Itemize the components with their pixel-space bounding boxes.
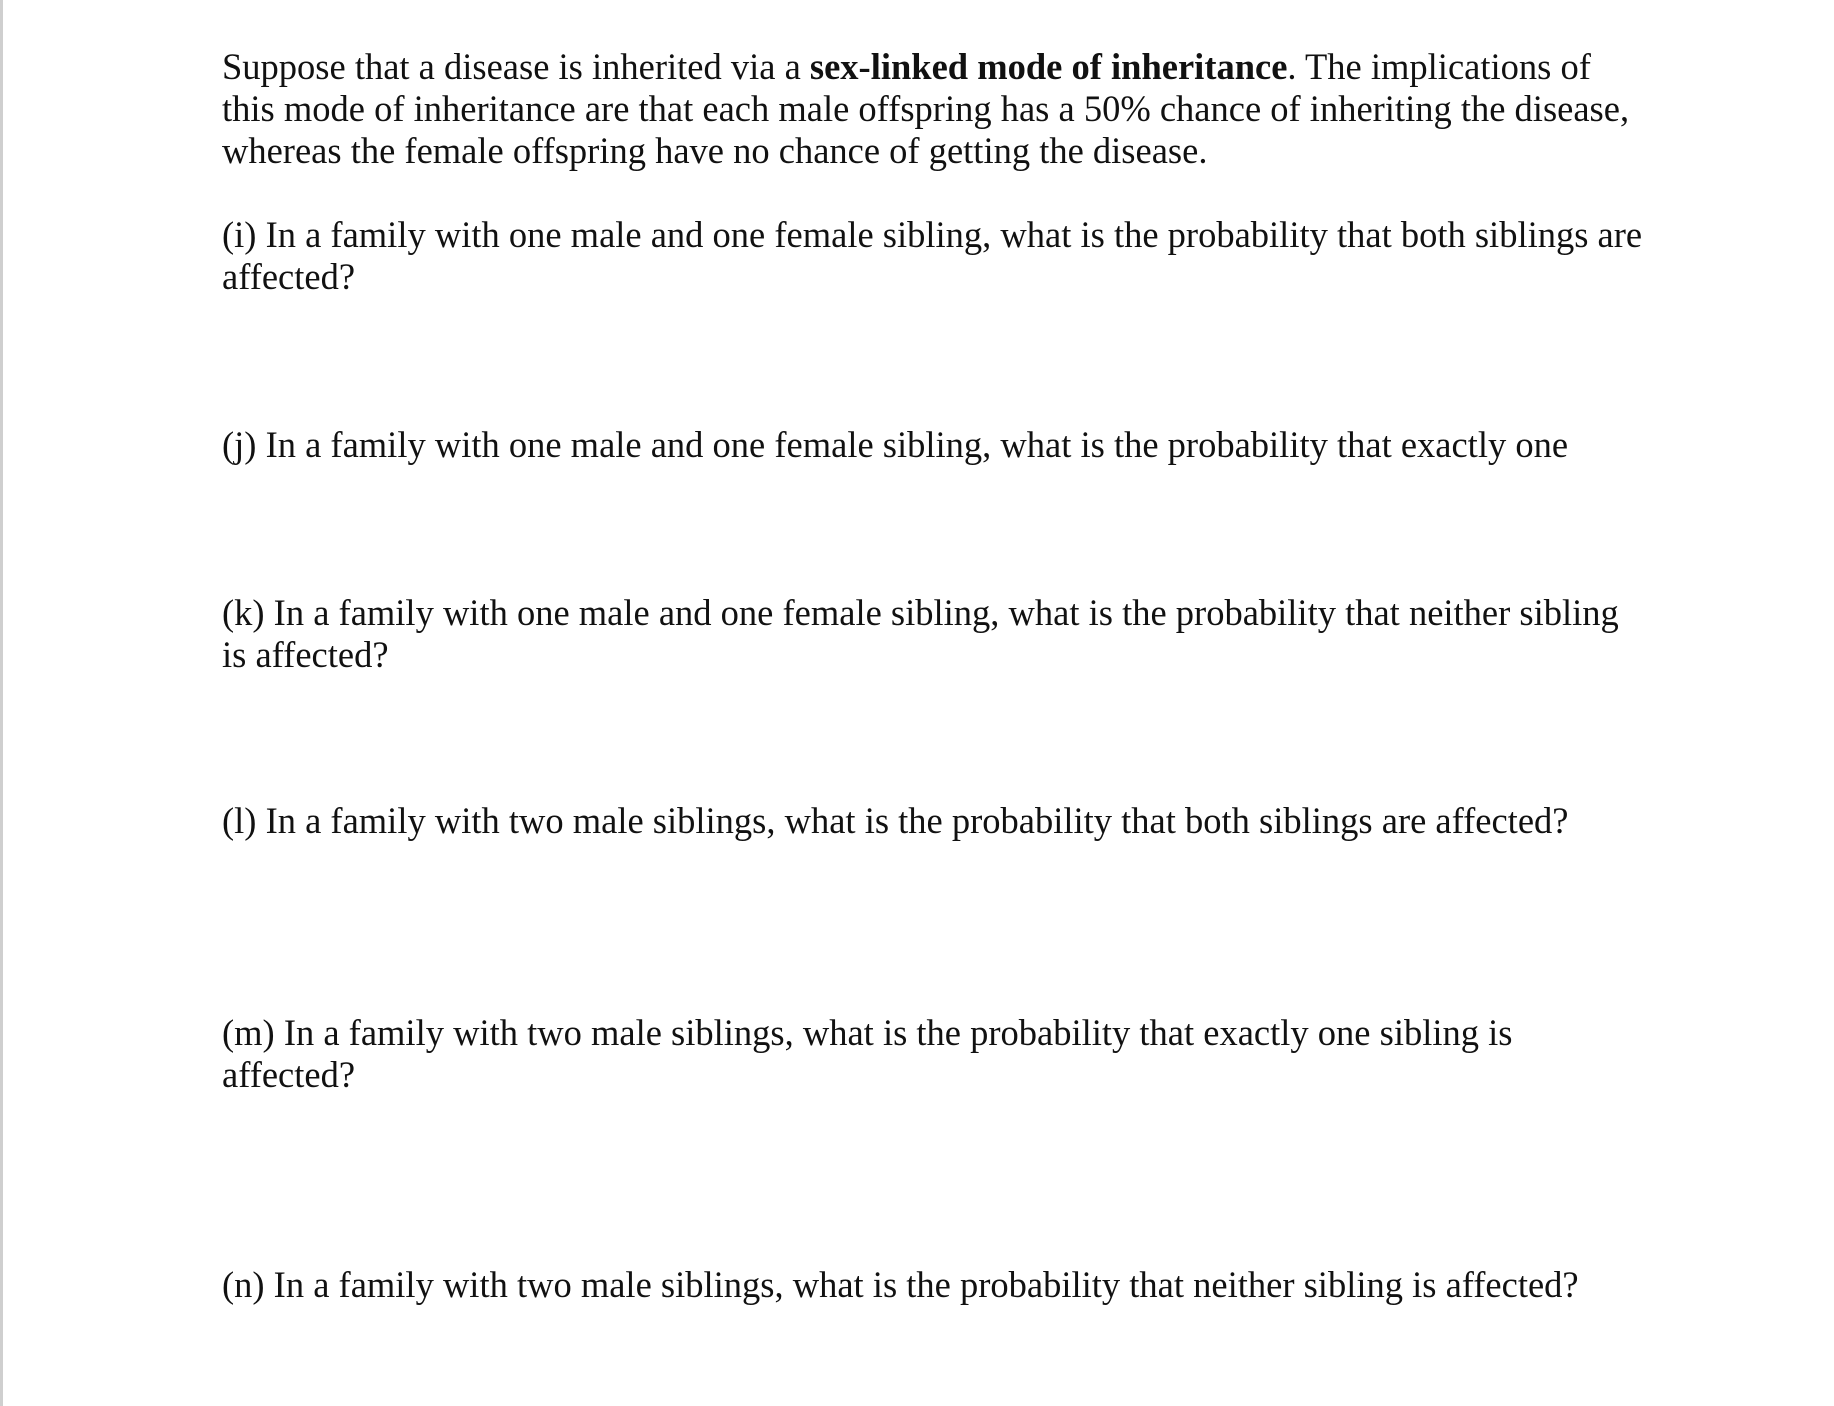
question-k [222, 592, 1619, 676]
question-j-line-1: (j) In a family with one male and one female sibling, what is the probability that exactly one [222, 424, 1569, 465]
question-j [222, 424, 1568, 466]
question-i-line-2: affected? [222, 256, 356, 297]
question-l [222, 800, 1568, 842]
question-m-line-2: affected? [222, 1054, 356, 1095]
intro-paragraph [222, 46, 1629, 172]
intro-bold-term: sex-linked mode of inheritance [809, 46, 1288, 87]
question-n-line-1: (n) In a family with two male siblings, what is the probability that neither sibling is affected? [222, 1264, 1579, 1305]
question-k-line-2: is affected? [222, 634, 389, 675]
intro-text-pre: Suppose that a disease is inherited via a [222, 46, 810, 87]
intro-line-1 [222, 46, 1629, 88]
page-left-border [0, 0, 3, 1406]
question-n [222, 1264, 1579, 1306]
question-l-line-1: (l) In a family with two male siblings, what is the probability that both siblings are affected? [222, 800, 1569, 841]
question-m-line-1: (m) In a family with two male siblings, what is the probability that exactly one sibling is [222, 1012, 1513, 1053]
intro-line-3: whereas the female offspring have no chance of getting the disease. [222, 130, 1208, 171]
question-i-line-1: (i) In a family with one male and one female sibling, what is the probability that both siblings are [222, 214, 1643, 255]
question-m [222, 1012, 1512, 1096]
intro-line-2: this mode of inheritance are that each male offspring has a 50% chance of inheriting the disease, [222, 88, 1630, 129]
question-i [222, 214, 1642, 298]
question-k-line-1: (k) In a family with one male and one female sibling, what is the probability that neither sibling [222, 592, 1619, 633]
intro-text-post: . The implications of [1287, 46, 1591, 87]
